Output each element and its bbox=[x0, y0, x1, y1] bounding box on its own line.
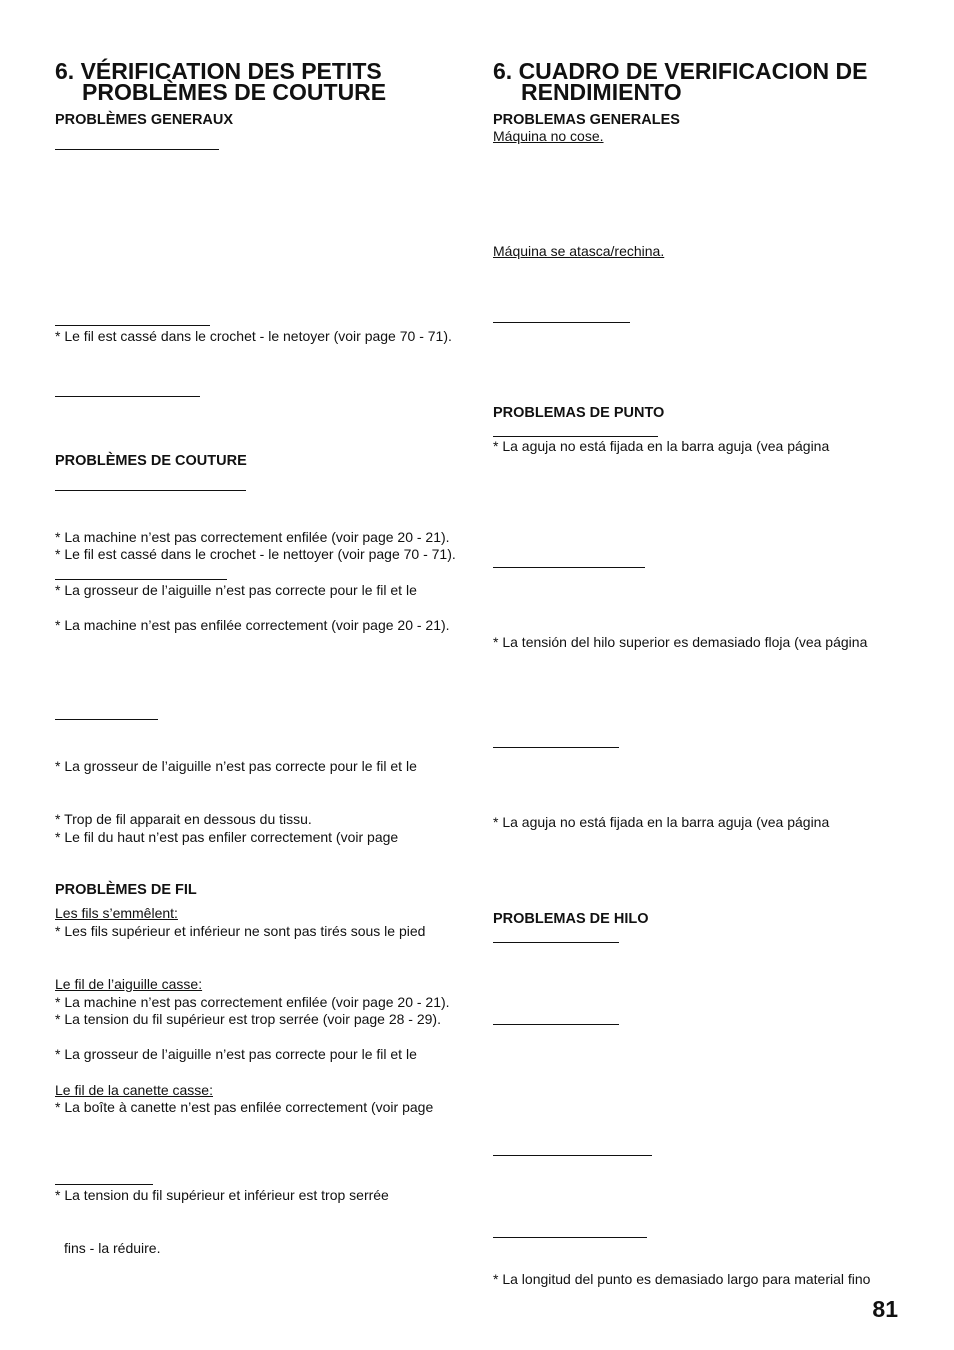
divider bbox=[493, 1155, 652, 1156]
left-couture-item: * La grosseur de l’aiguille n’est pas correcte pour le fil et le bbox=[55, 582, 417, 598]
page-number: 81 bbox=[872, 1296, 898, 1322]
left-fil-subheading: Le fil de l’aiguille casse: bbox=[55, 976, 203, 992]
divider bbox=[493, 1237, 647, 1238]
left-fil-item: * Les fils supérieur et inférieur ne sont pas tirés sous le pied bbox=[55, 923, 426, 939]
left-title-line1: 6. VÉRIFICATION DES PETITS bbox=[55, 58, 382, 84]
left-couture-item: * La machine n’est pas enfilée correctement (voir page 20 - 21). bbox=[55, 617, 450, 633]
right-general-subheading: Máquina no cose. bbox=[493, 128, 604, 144]
left-couture-item: * La machine n’est pas correctement enfilée (voir page 20 - 21). bbox=[55, 529, 450, 545]
left-fil-item: * La tension du fil supérieur est trop serrée (voir page 28 - 29). bbox=[55, 1011, 441, 1027]
left-fil-item: * La grosseur de l’aiguille n’est pas correcte pour le fil et le bbox=[55, 1046, 417, 1062]
divider bbox=[493, 1024, 619, 1025]
left-fil-subheading: Le fil de la canette casse: bbox=[55, 1082, 213, 1098]
divider bbox=[493, 747, 619, 748]
divider bbox=[493, 567, 645, 568]
left-general-heading: PROBLÈMES GENERAUX bbox=[55, 112, 234, 128]
right-hilo-item: * La longitud del punto es demasiado largo para material fino bbox=[493, 1271, 871, 1287]
left-fil-item: * La tension du fil supérieur et inférieur est trop serrée bbox=[55, 1187, 389, 1203]
left-general-item: * Le fil est cassé dans le crochet - le netoyer (voir page 70 - 71). bbox=[55, 328, 452, 344]
left-couture-item: * Le fil est cassé dans le crochet - le nettoyer (voir page 70 - 71). bbox=[55, 546, 456, 562]
divider bbox=[55, 396, 200, 397]
left-couture-item: * Le fil du haut n’est pas enfiler correctement (voir page bbox=[55, 829, 399, 845]
divider bbox=[493, 322, 630, 323]
right-punto-heading: PROBLEMAS DE PUNTO bbox=[493, 405, 665, 421]
right-punto-item: * La aguja no está fijada en la barra aguja (vea página bbox=[493, 814, 830, 830]
left-title-line2: PROBLÈMES DE COUTURE bbox=[82, 79, 387, 105]
left-fil-item: * La machine n’est pas correctement enfilée (voir page 20 - 21). bbox=[55, 994, 450, 1010]
right-hilo-heading: PROBLEMAS DE HILO bbox=[493, 911, 649, 927]
left-fil-item: * La boîte à canette n’est pas enfilée correctement (voir page bbox=[55, 1099, 434, 1115]
right-general-subheading: Máquina se atasca/rechina. bbox=[493, 243, 665, 259]
divider bbox=[55, 149, 219, 150]
right-punto-item: * La tensión del hilo superior es demasiado floja (vea página bbox=[493, 634, 868, 650]
divider bbox=[55, 719, 158, 720]
divider bbox=[55, 1184, 153, 1185]
divider bbox=[55, 579, 227, 580]
left-couture-item: * La grosseur de l’aiguille n’est pas correcte pour le fil et le bbox=[55, 758, 417, 774]
left-fil-item: fins - la réduire. bbox=[64, 1240, 161, 1256]
right-title-line1: 6. CUADRO DE VERIFICACION DE bbox=[493, 58, 868, 84]
divider bbox=[493, 942, 619, 943]
divider bbox=[55, 490, 246, 491]
right-title-line2: RENDIMIENTO bbox=[521, 79, 682, 105]
left-couture-item: * Trop de fil apparait en dessous du tissu. bbox=[55, 811, 312, 827]
left-fil-heading: PROBLÈMES DE FIL bbox=[55, 882, 197, 898]
right-punto-item: * La aguja no está fijada en la barra aguja (vea página bbox=[493, 438, 830, 454]
right-general-heading: PROBLEMAS GENERALES bbox=[493, 112, 680, 128]
left-couture-heading: PROBLÈMES DE COUTURE bbox=[55, 453, 247, 469]
divider bbox=[55, 325, 210, 326]
left-fil-subheading: Les fils s’emmêlent: bbox=[55, 905, 178, 921]
